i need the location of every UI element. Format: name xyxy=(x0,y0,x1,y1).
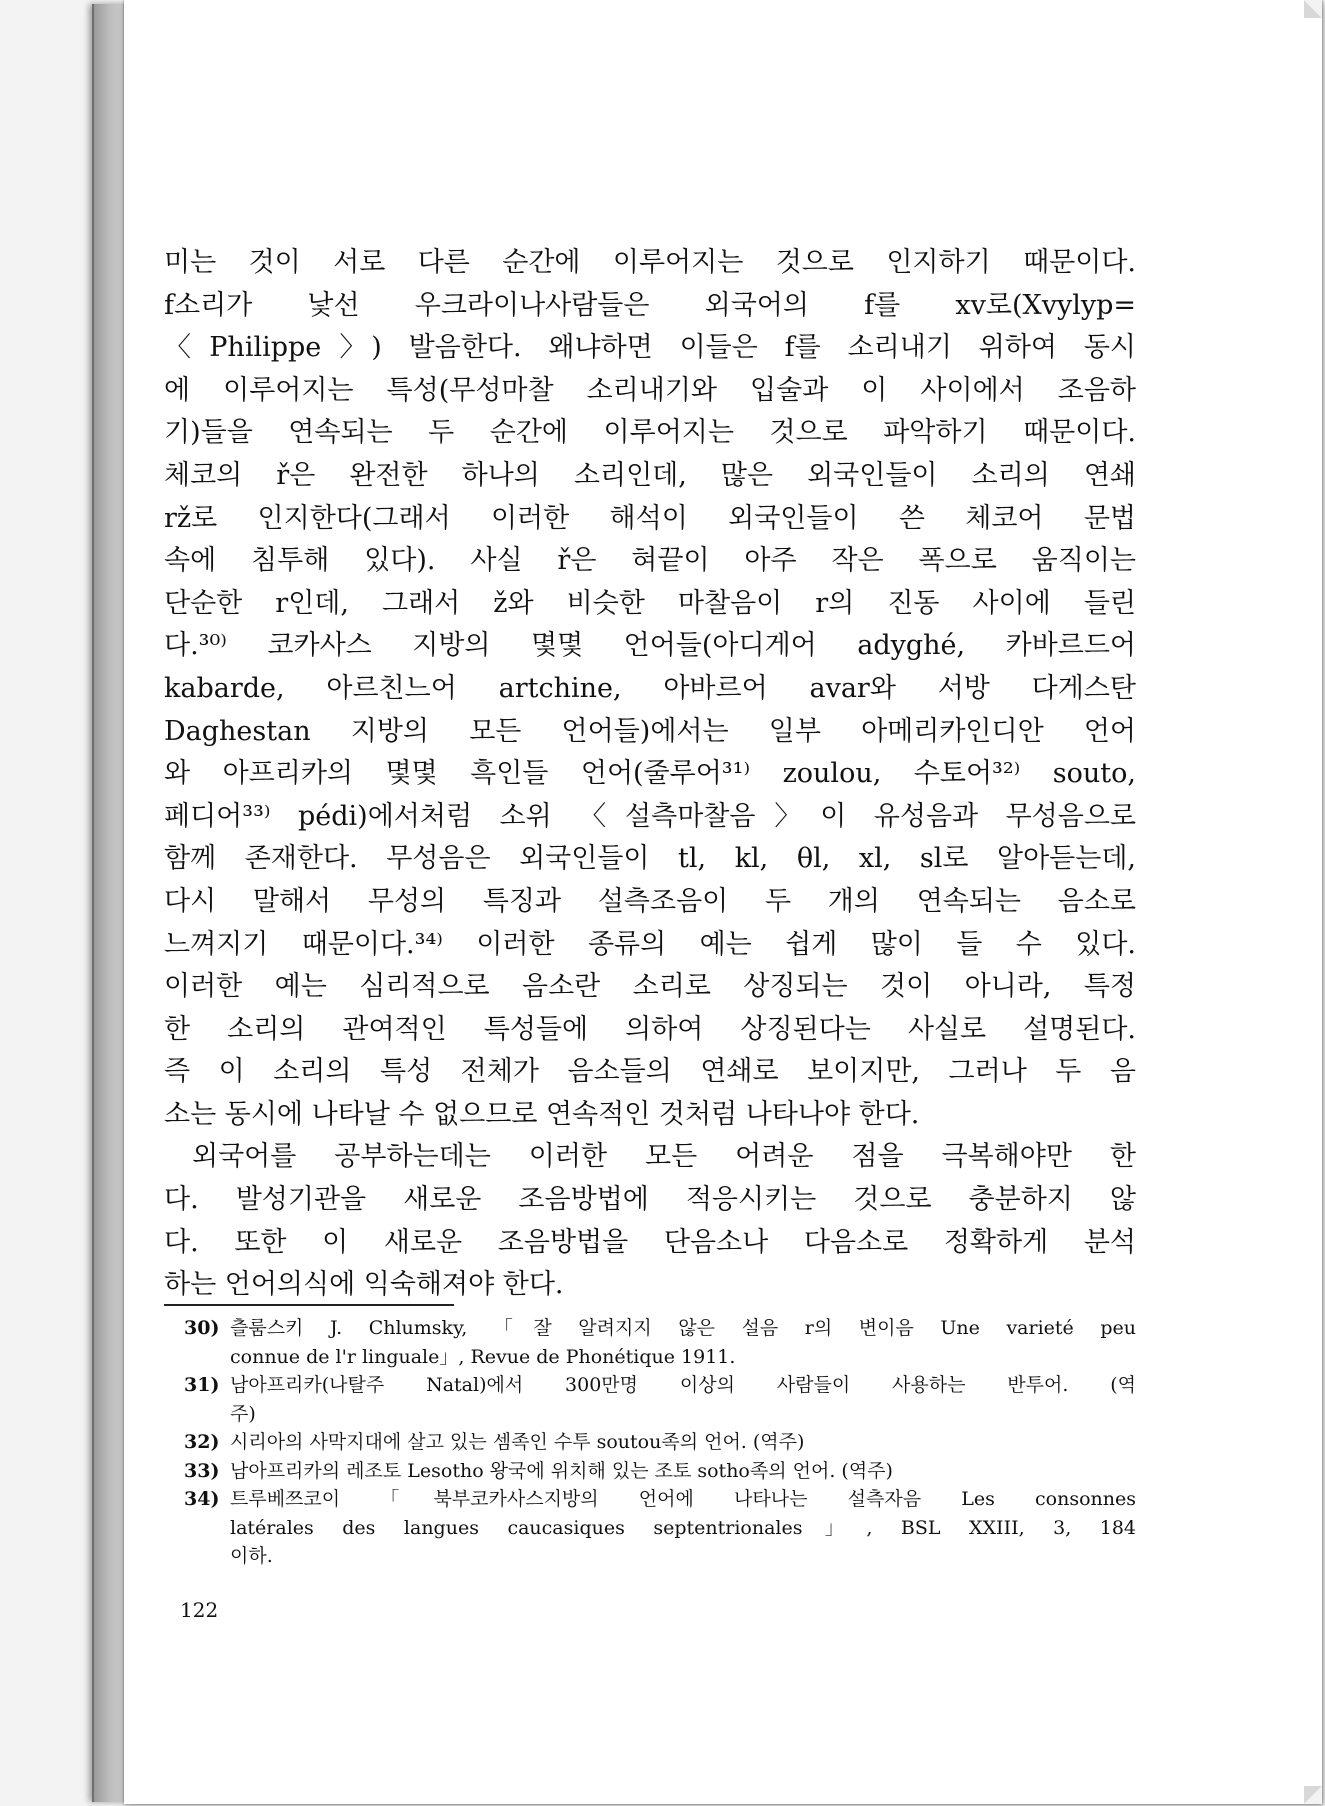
footnote-number: 31) xyxy=(184,1374,220,1396)
body-line: 페디어³³⁾ pédi)에서처럼 소위 〈설측마찰음〉이 유성음과 무성음으로 xyxy=(164,800,1136,832)
body-line: 기)들을 연속되는 두 순간에 이루어지는 것으로 파악하기 때문이다. xyxy=(164,417,1136,449)
page-number: 122 xyxy=(180,1598,219,1622)
footnote-line: 이하. xyxy=(230,1545,273,1567)
footnote-34 xyxy=(184,1485,1136,1571)
footnotes-section xyxy=(184,1314,1136,1571)
body-line: 함께 존재한다. 무성음은 외국인들이 tl, kl, θl, xl, sl로 알아듣는데, xyxy=(164,843,1136,875)
body-line: 다. 발성기관을 새로운 조음방법에 적응시키는 것으로 충분하지 않 xyxy=(164,1184,1136,1216)
body-line: 단순한 r인데, 그래서 ž와 비슷한 마찰음이 r의 진동 사이에 들린 xyxy=(164,587,1136,619)
footnote-line: 트루베쯔코이 「북부코카사스지방의 언어에 나타나는 설측자음 Les consonnes xyxy=(230,1488,1136,1510)
footnote-line: 남아프리카의 레조토 Lesotho 왕국에 위치해 있는 조토 sotho족의 언어. (역주) xyxy=(230,1459,893,1482)
footnote-line: connue de l'r linguale」, Revue de Phonétique 1911. xyxy=(230,1345,736,1368)
body-line: 속에 침투해 있다). 사실 ř은 혀끝이 아주 작은 폭으로 움직이는 xyxy=(164,545,1136,577)
footnote-line: 시리아의 사막지대에 살고 있는 셈족인 수투 soutou족의 언어. (역주) xyxy=(230,1431,805,1453)
footnote-number: 32) xyxy=(184,1431,220,1453)
footnote-number: 33) xyxy=(184,1459,220,1482)
body-line: 소는 동시에 나타날 수 없으므로 연속적인 것처럼 나타나야 한다. xyxy=(164,1098,920,1130)
footnote-number: 30) xyxy=(184,1317,220,1339)
footnote-line: 츨룸스키 J. Chlumsky, 「잘 알려지지 않은 설음 r의 변이음 Une varieté peu xyxy=(230,1317,1136,1339)
body-line: 하는 언어의식에 익숙해져야 한다. xyxy=(164,1269,564,1301)
footnote-divider xyxy=(164,1304,454,1306)
footnote-30 xyxy=(184,1314,1136,1371)
body-line: 이러한 예는 심리적으로 음소란 소리로 상징되는 것이 아니라, 특정 xyxy=(164,971,1136,1003)
footnote-32 xyxy=(184,1428,1136,1457)
body-line: rž로 인지한다(그래서 이러한 해석이 외국인들이 쓴 체코어 문법 xyxy=(164,502,1136,534)
footnote-line: 주) xyxy=(230,1402,256,1425)
body-line: 한 소리의 관여적인 특성들에 의하여 상징된다는 사실로 설명된다. xyxy=(164,1013,1136,1045)
footnote-number: 34) xyxy=(184,1488,220,1510)
footnote-line: latérales des langues caucasiques septentrionales」, BSL XXIII, 3, 184 xyxy=(230,1516,1136,1539)
body-line: 외국어를 공부하는데는 이러한 모든 어려운 점을 극복해야만 한 xyxy=(192,1141,1136,1173)
body-line: 체코의 ř은 완전한 하나의 소리인데, 많은 외국인들이 소리의 연쇄 xyxy=(164,459,1136,491)
body-line: 〈Philippe〉) 발음한다. 왜냐하면 이들은 f를 소리내기 위하여 동시 xyxy=(164,332,1136,364)
body-line: Daghestan 지방의 모든 언어들)에서는 일부 아메리카인디안 언어 xyxy=(164,715,1136,747)
body-line: 다시 말해서 무성의 특징과 설측조음이 두 개의 연속되는 음소로 xyxy=(164,885,1136,917)
body-line: 느껴지기 때문이다.³⁴⁾ 이러한 종류의 예는 쉽게 많이 들 수 있다. xyxy=(164,928,1136,960)
main-body-text xyxy=(164,242,1136,1307)
footnote-33 xyxy=(184,1457,1136,1486)
body-line: 즉 이 소리의 특성 전체가 음소들의 연쇄로 보이지만, 그러나 두 음 xyxy=(164,1056,1136,1088)
body-line: 와 아프리카의 몇몇 흑인들 언어(줄루어³¹⁾ zoulou, 수토어³²⁾ souto, xyxy=(164,758,1136,790)
body-line: 다.³⁰⁾ 코카사스 지방의 몇몇 언어들(아디게어 adyghé, 카바르드어 xyxy=(164,630,1136,662)
body-line: 미는 것이 서로 다른 순간에 이루어지는 것으로 인지하기 때문이다. xyxy=(164,247,1136,278)
book-spine-edge xyxy=(92,4,128,1802)
body-line: 에 이루어지는 특성(무성마찰 소리내기와 입술과 이 사이에서 조음하 xyxy=(164,374,1136,406)
body-line: 다. 또한 이 새로운 조음방법을 단음소나 다음소로 정확하게 분석 xyxy=(164,1226,1136,1258)
page-corner-top xyxy=(1304,0,1322,18)
footnote-line: 남아프리카(나탈주 Natal)에서 300만명 이상의 사람들이 사용하는 반투어. (역 xyxy=(230,1374,1136,1396)
body-line: kabarde, 아르친느어 artchine, 아바르어 avar와 서방 다게스탄 xyxy=(164,672,1136,704)
page-corner-bottom xyxy=(1304,1786,1322,1804)
footnote-31 xyxy=(184,1371,1136,1428)
body-line: f소리가 낯선 우크라이나사람들은 외국어의 f를 xv로(Xvylyp= xyxy=(164,289,1136,321)
